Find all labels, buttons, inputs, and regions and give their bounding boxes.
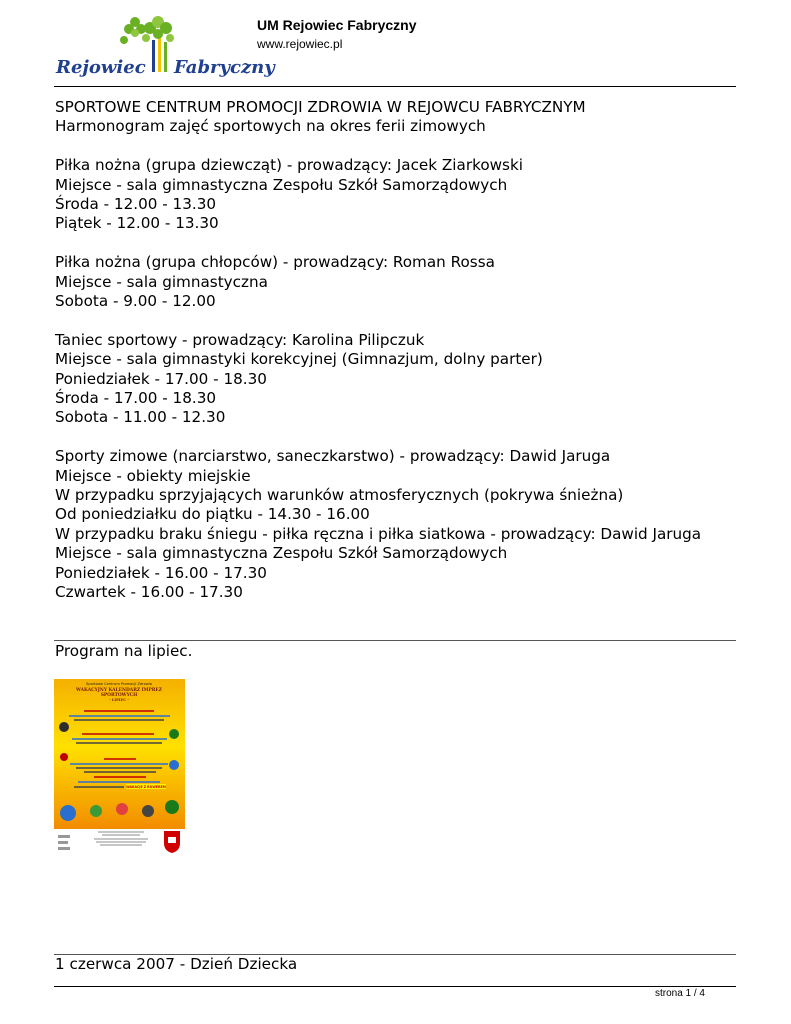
july-events-poster[interactable] (54, 679, 185, 854)
site-logo[interactable] (54, 16, 275, 86)
schedule-line: Piątek - 12.00 - 13.30 (55, 214, 219, 233)
schedule-line: Od poniedziałku do piątku - 14.30 - 16.00 (55, 505, 370, 524)
schedule-line: Poniedziałek - 17.00 - 18.30 (55, 369, 267, 388)
page-number: strona 1 / 4 (654, 988, 705, 999)
schedule-line: Sobota - 11.00 - 12.30 (55, 408, 226, 427)
poster-heading-4: - LIPIEC - (109, 698, 129, 702)
poster-heading-2: WAKACYJNY KALENDARZ IMPREZ (76, 688, 162, 693)
article-subtitle: Harmonogram zajęć sportowych na okres ferii zimowych (55, 117, 486, 136)
schedule-line: Miejsce - sala gimnastyczna (55, 272, 268, 291)
section-title-childrens-day[interactable]: 1 czerwca 2007 - Dzień Dziecka (55, 955, 298, 973)
schedule-line: Miejsce - sala gimnastyki korekcyjnej (Gimnazjum, dolny parter) (55, 350, 543, 369)
schedule-line: Poniedziałek - 16.00 - 17.30 (55, 563, 267, 582)
article-heading (55, 98, 745, 137)
schedule-line: Czwartek - 16.00 - 17.30 (55, 583, 243, 602)
schedule-line: Miejsce - sala gimnastyczna Zespołu Szkół Samorządowych (55, 544, 508, 563)
site-name: UM Rejowiec Fabryczny (257, 17, 417, 33)
schedule-block-boys-football (55, 253, 745, 311)
schedule-line: Taniec sportowy - prowadzący: Karolina Pilipczuk (55, 330, 425, 349)
coat-of-arms-icon (164, 831, 180, 853)
schedule-line: Środa - 12.00 - 13.30 (55, 195, 217, 214)
poster-highlight-text: WAKACJE Z ROWEREM (126, 785, 166, 789)
schedule-line: Piłka nożna (grupa dziewcząt) - prowadzący: Jacek Ziarkowski (55, 156, 523, 175)
schedule-line: Miejsce - obiekty miejskie (55, 466, 251, 485)
article-title: SPORTOWE CENTRUM PROMOCJI ZDROWIA W REJOWCU FABRYCZNYM (55, 98, 586, 116)
section-title-july[interactable]: Program na lipiec. (55, 642, 193, 660)
schedule-line: Piłka nożna (grupa chłopców) - prowadzący: Roman Rossa (55, 253, 495, 272)
site-url[interactable]: www.rejowiec.pl (257, 37, 343, 51)
schedule-block-dance (55, 331, 745, 428)
schedule-line: Miejsce - sala gimnastyczna Zespołu Szkół Samorządowych (55, 175, 508, 194)
poster-heading-3: SPORTOWYCH (100, 693, 138, 698)
header-divider (54, 86, 736, 87)
section-divider (54, 640, 736, 641)
schedule-line: Sporty zimowe (narciarstwo, saneczkarstwo) - prowadzący: Dawid Jaruga (55, 447, 611, 466)
poster-heading-1: Sportowe Centrum Promocji Zdrowia (86, 682, 152, 686)
schedule-line: W przypadku braku śniegu - piłka ręczna i piłka siatkowa - prowadzący: Dawid Jaruga (55, 524, 702, 543)
schedule-line: W przypadku sprzyjających warunków atmosferycznych (pokrywa śnieżna) (55, 486, 624, 505)
logo-word-fabryczny: Fabryczny (174, 57, 275, 78)
article (55, 98, 745, 622)
schedule-line: Sobota - 9.00 - 12.00 (55, 292, 216, 311)
footer-divider (54, 986, 736, 987)
logo-word-rejowiec: Rejowiec (56, 57, 146, 78)
schedule-block-girls-football (55, 156, 745, 234)
schedule-line: Środa - 17.00 - 18.30 (55, 389, 217, 408)
schedule-block-winter-sports (55, 447, 745, 602)
